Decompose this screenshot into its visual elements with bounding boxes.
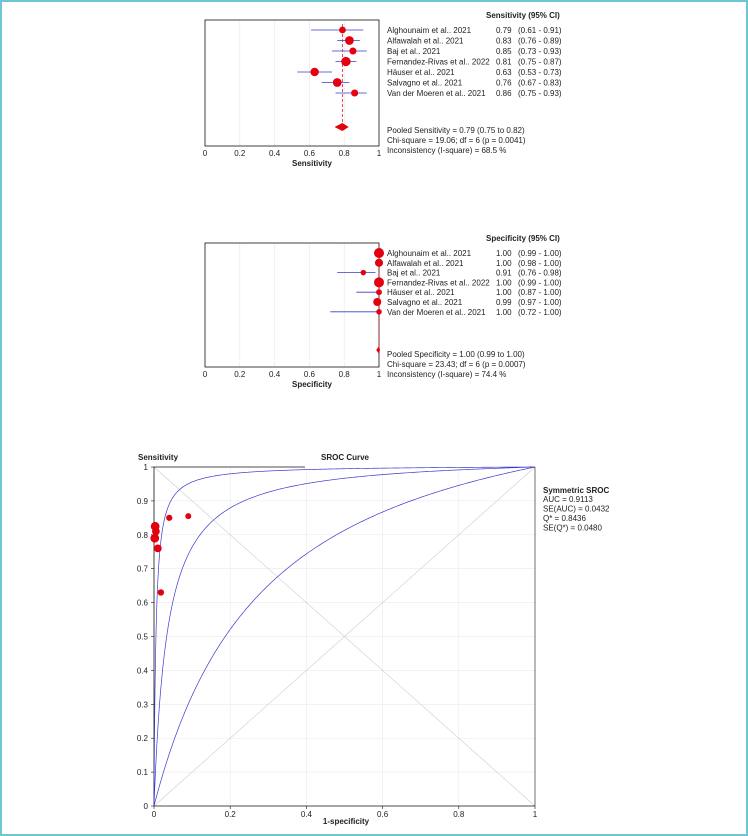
study-ci: (0.98 - 1.00): [518, 258, 562, 268]
summary-line: Inconsistency (I-square) = 74.4 %: [387, 370, 507, 379]
summary-line: Pooled Sensitivity = 0.79 (0.75 to 0.82): [387, 126, 525, 135]
study-name: Häuser et al.. 2021: [387, 288, 455, 298]
study-value: 0.81: [496, 57, 512, 67]
study-point: [158, 589, 164, 595]
table-header: Specificity (95% CI): [486, 234, 560, 243]
study-value: 1.00: [496, 258, 512, 268]
x-tick-label: 0.6: [303, 149, 315, 158]
x-tick-label: 0.2: [224, 810, 236, 819]
x-tick-label: 0.4: [300, 810, 312, 819]
summary-line: Inconsistency (I-square) = 68.5 %: [387, 146, 507, 155]
x-tick-label: 0.6: [377, 810, 389, 819]
study-marker: [361, 270, 367, 276]
y-tick-label: 0.7: [136, 564, 148, 574]
study-point: [166, 515, 172, 521]
y-tick-label: 0.2: [136, 734, 148, 744]
sroc-summary-title: Symmetric SROC: [543, 486, 610, 495]
x-tick-label: 0: [202, 370, 208, 379]
study-marker: [373, 298, 381, 306]
study-name: Van der Moeren et al.. 2021: [387, 307, 486, 317]
study-ci: (0.99 - 1.00): [518, 249, 562, 258]
sroc-summary-line: Q* = 0.8436: [543, 514, 586, 523]
forest-plot-sensitivity: [205, 20, 379, 146]
study-name: Alghounaim et al.. 2021: [387, 26, 472, 35]
summary-line: Chi-square = 23.43; df = 6 (p = 0.0007): [387, 360, 526, 369]
study-marker: [351, 89, 358, 96]
forest-plot-specificity: [205, 243, 384, 367]
study-point: [154, 544, 162, 552]
y-tick-label: 0.6: [136, 598, 148, 608]
y-tick-label: 0.9: [136, 496, 148, 506]
x-tick-label: 0: [202, 149, 208, 158]
x-tick-label: 1: [376, 149, 382, 158]
study-name: Alghounaim et al.. 2021: [387, 249, 472, 258]
x-tick-label: 0.2: [234, 149, 246, 158]
study-point: [152, 528, 160, 536]
study-ci: (0.87 - 1.00): [518, 288, 562, 298]
study-ci: (0.72 - 1.00): [518, 307, 562, 317]
plot-frame: [205, 243, 379, 367]
sroc-summary-line: SE(AUC) = 0.0432: [543, 504, 610, 514]
x-tick-label: 0: [151, 810, 157, 819]
study-value: 0.99: [496, 298, 512, 307]
study-ci: (0.73 - 0.93): [518, 47, 562, 56]
study-name: Häuser et al.. 2021: [387, 68, 455, 77]
study-value: 0.83: [496, 36, 512, 46]
study-marker: [376, 309, 382, 315]
study-name: Alfawalah et al.. 2021: [387, 258, 464, 268]
study-ci: (0.53 - 0.73): [518, 68, 562, 77]
study-value: 1.00: [496, 307, 512, 317]
y-axis-label: Sensitivity: [138, 453, 179, 462]
study-name: Salvagno et al.. 2021: [387, 298, 463, 307]
summary-line: Pooled Specificity = 1.00 (0.99 to 1.00): [387, 350, 525, 359]
study-marker: [375, 259, 383, 267]
study-name: Baj et al.. 2021: [387, 268, 441, 278]
y-tick-label: 0: [143, 802, 148, 811]
x-axis-label: Sensitivity: [291, 159, 333, 168]
pooled-diamond: [376, 346, 380, 354]
study-marker: [339, 27, 346, 34]
x-tick-label: 0.8: [338, 149, 350, 158]
y-tick-label: 1: [143, 463, 148, 472]
x-tick-label: 0.2: [234, 370, 246, 379]
sroc-summary-line: SE(Q*) = 0.0480: [543, 523, 602, 533]
y-tick-label: 0.8: [136, 530, 148, 540]
study-point: [185, 513, 191, 519]
study-ci: (0.97 - 1.00): [518, 298, 562, 307]
study-marker: [374, 248, 384, 258]
x-tick-label: 0.8: [338, 370, 350, 379]
study-ci: (0.67 - 0.83): [518, 78, 562, 88]
study-value: 0.86: [496, 89, 512, 98]
study-ci: (0.76 - 0.98): [518, 268, 562, 278]
study-marker: [376, 289, 382, 295]
study-value: 0.63: [496, 68, 512, 77]
study-ci: (0.75 - 0.87): [518, 57, 562, 67]
sroc-plot: [150, 467, 535, 809]
y-tick-label: 0.1: [136, 768, 148, 778]
study-ci: (0.76 - 0.89): [518, 36, 562, 46]
study-name: Baj et al.. 2021: [387, 47, 441, 56]
study-marker: [349, 47, 356, 54]
x-tick-label: 1: [376, 370, 382, 379]
study-value: 0.85: [496, 47, 512, 56]
x-tick-label: 0.6: [303, 370, 315, 379]
y-tick-label: 0.4: [136, 666, 148, 676]
study-value: 1.00: [496, 288, 512, 298]
study-name: Van der Moeren et al.. 2021: [387, 89, 486, 98]
study-marker: [374, 277, 384, 287]
y-tick-label: 0.3: [136, 700, 148, 710]
summary-line: Chi-square = 19.06; df = 6 (p = 0.0041): [387, 136, 526, 145]
x-tick-label: 0.8: [453, 810, 465, 819]
table-header: Sensitivity (95% CI): [486, 11, 560, 20]
study-value: 1.00: [496, 278, 512, 288]
study-value: 1.00: [496, 249, 512, 258]
study-name: Fernandez-Rivas et al.. 2022: [387, 278, 490, 288]
study-name: Salvagno et al.. 2021: [387, 78, 463, 88]
x-axis-label: Specificity: [291, 380, 333, 389]
study-name: Fernandez-Rivas et al.. 2022: [387, 57, 490, 67]
study-value: 0.76: [496, 78, 512, 88]
study-ci: (0.75 - 0.93): [518, 89, 562, 98]
x-tick-label: 0.4: [269, 370, 281, 379]
study-value: 0.91: [496, 268, 512, 278]
x-tick-label: 0.4: [269, 149, 281, 158]
study-marker: [310, 68, 318, 76]
x-tick-label: 1: [532, 810, 538, 819]
study-marker: [333, 78, 342, 87]
x-axis-label: 1-specificity: [322, 817, 370, 826]
study-marker: [341, 57, 350, 66]
y-tick-label: 0.5: [136, 632, 148, 642]
study-name: Alfawalah et al.. 2021: [387, 36, 464, 46]
sroc-summary-line: AUC = 0.9113: [543, 495, 593, 504]
study-ci: (0.99 - 1.00): [518, 278, 562, 288]
pooled-diamond: [335, 123, 349, 131]
study-value: 0.79: [496, 26, 512, 35]
study-ci: (0.61 - 0.91): [518, 26, 562, 35]
study-marker: [345, 36, 354, 45]
chart-title: SROC Curve: [320, 453, 370, 462]
